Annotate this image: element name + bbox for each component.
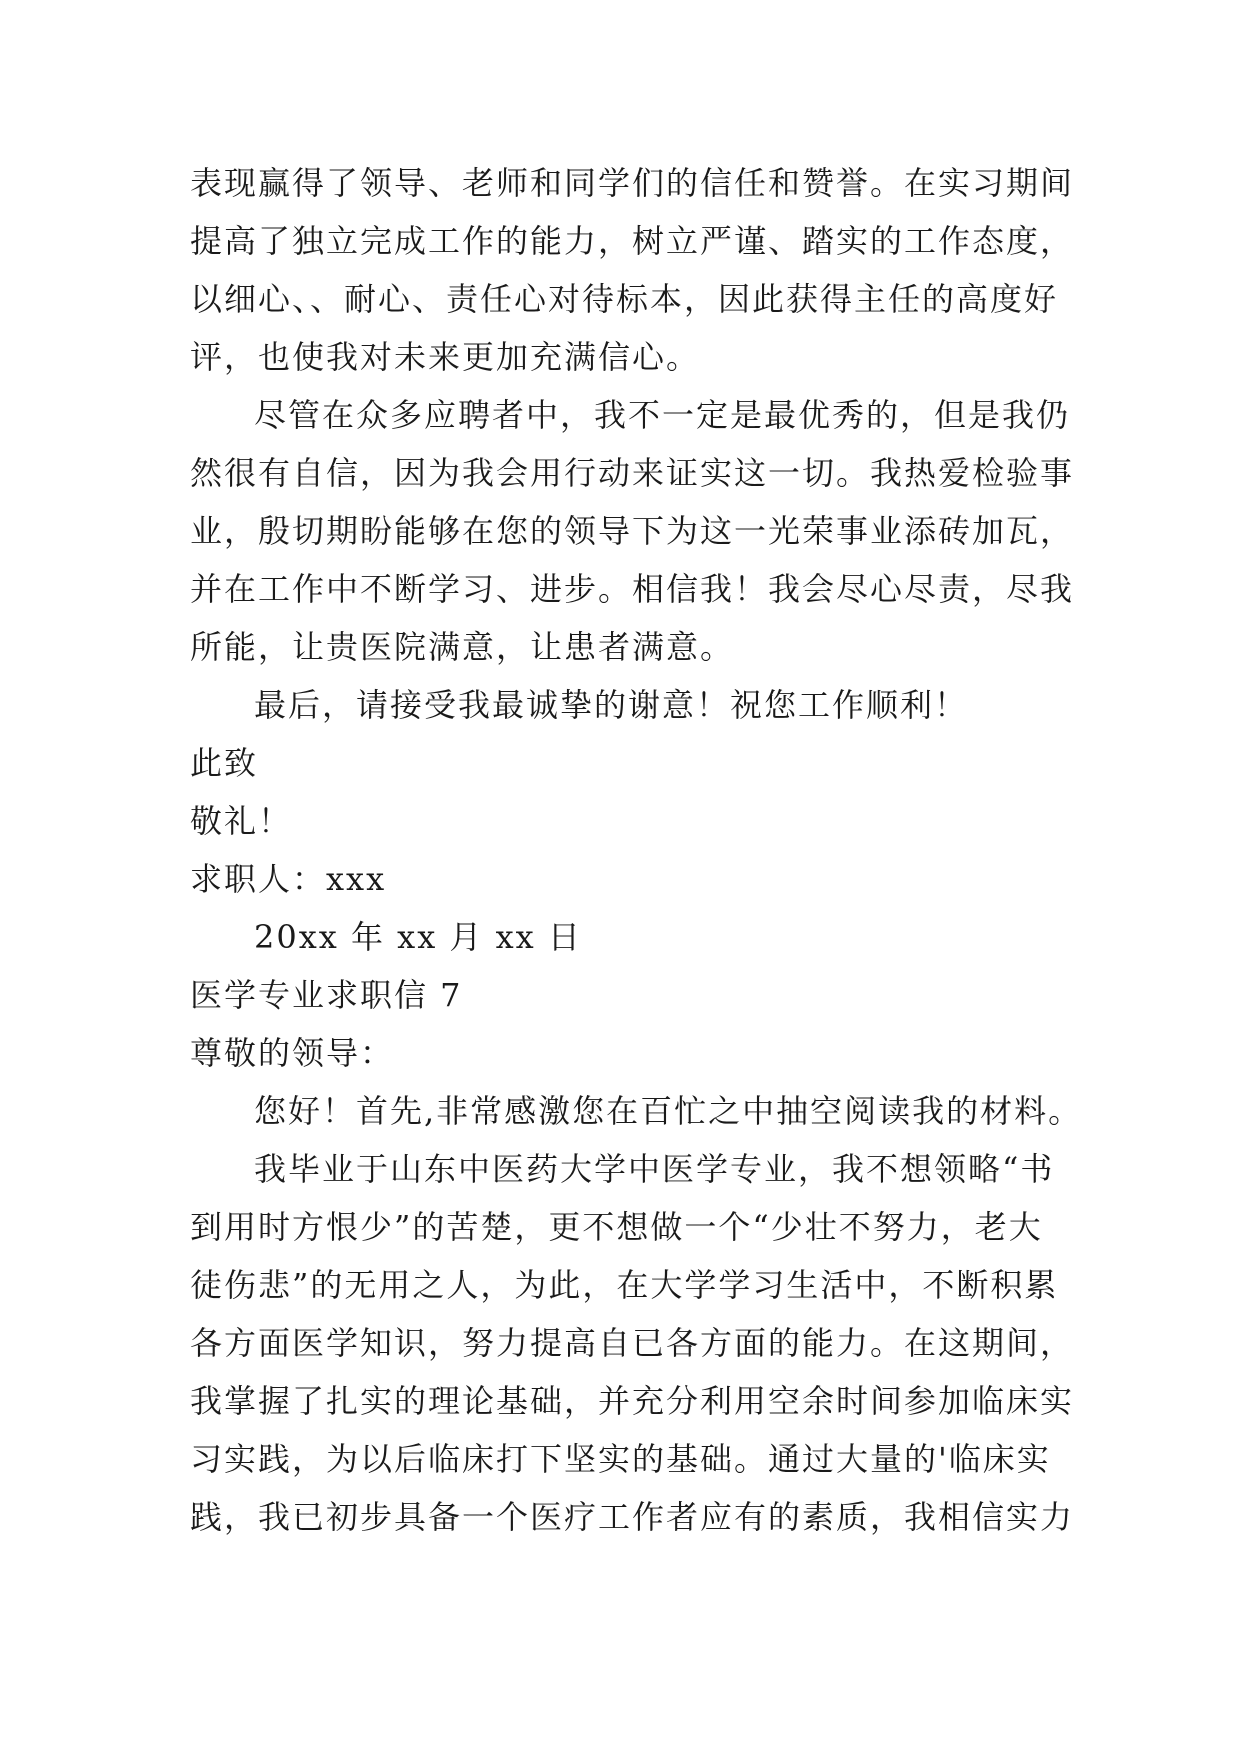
text-line: 以细心、、耐心、责任心对待标本，因此获得主任的高度好 [190,280,1059,318]
letter-date: 20xx 年 xx 月 xx 日 [254,918,582,956]
text-line: 提高了独立完成工作的能力，树立严谨、踏实的工作态度， [190,222,1075,260]
salutation-regards: 敬礼！ [190,802,293,840]
text-line: 业，殷切期盼能够在您的领导下为这一光荣事业添砖加瓦， [190,512,1075,550]
applicant-signature: 求职人：xxx [190,860,387,898]
text-line: 徒伤悲”的无用之人，为此，在大学学习生活中，不断积累 [190,1266,1059,1304]
text-line: 我毕业于山东中医药大学中医学专业，我不想领略“书 [254,1150,1055,1188]
text-line: 各方面医学知识，努力提高自已各方面的能力。在这期间， [190,1324,1075,1362]
letter-body [190,154,1083,1546]
text-line: 尽管在众多应聘者中，我不一定是最优秀的，但是我仍 [254,396,1071,434]
section-title: 医学专业求职信 7 [190,976,463,1014]
text-line: 习实践，为以后临床打下坚实的基础。通过大量的'临床实 [190,1440,1051,1478]
text-line: 评，也使我对未来更加充满信心。 [190,338,701,376]
text-line: 表现赢得了领导、老师和同学们的信任和赞誉。在实习期间 [190,164,1075,202]
text-line: 到用时方恨少”的苦楚，更不想做一个“少壮不努力，老大 [190,1208,1043,1246]
salutation-closing: 此致 [190,744,259,782]
text-line: 然很有自信，因为我会用行动来证实这一切。我热爱检验事 [190,454,1075,492]
text-line: 所能，让贵医院满意，让患者满意。 [190,628,735,666]
text-line: 并在工作中不断学习、进步。相信我！我会尽心尽责，尽我 [190,570,1075,608]
text-line: 践，我已初步具备一个医疗工作者应有的素质，我相信实力 [190,1498,1075,1536]
text-line: 最后，请接受我最诚挚的谢意！祝您工作顺利！ [254,686,969,724]
text-line: 您好！首先,非常感激您在百忙之中抽空阅读我的材料。 [254,1092,1083,1130]
text-line: 我掌握了扎实的理论基础，并充分利用空余时间参加临床实 [190,1382,1075,1420]
letter-greeting: 尊敬的领导： [190,1034,395,1072]
